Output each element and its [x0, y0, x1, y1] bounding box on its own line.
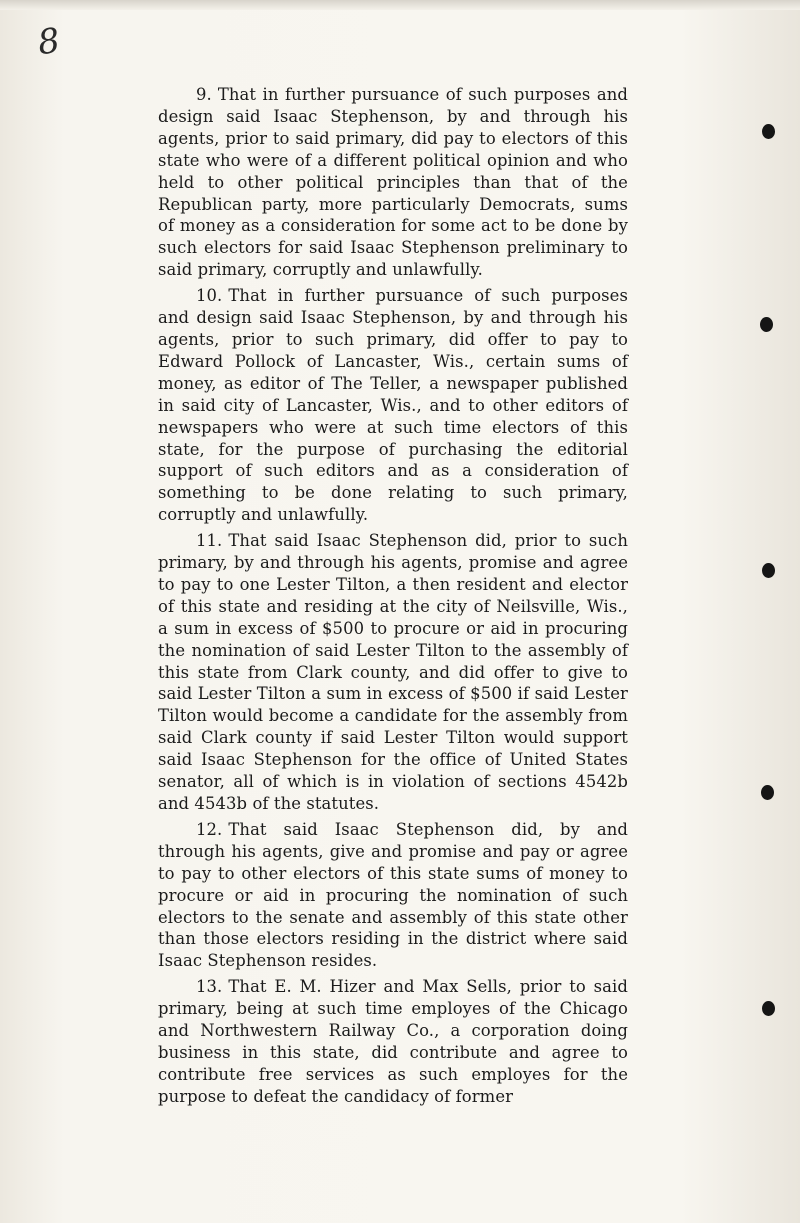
paragraph-10: [158, 285, 628, 526]
paragraph-text: That said Isaac Stephenson did, by and through his agents, give and promise and pay or agree to pay to other electors of this state sums of money to procure or aid in procuring the nomination of such electors to the senate and assembly of this state other than those electors residing in the district where said Isaac Stephenson resides.: [158, 819, 628, 971]
paragraph-9: [158, 84, 628, 281]
binding-hole: [760, 317, 773, 332]
paragraph-text: That said Isaac Stephenson did, prior to such primary, by and through his agents, promise and agree to pay to one Lester Tilton, a then resident and elector of this state and residing at the city of Neilsville, Wis., a sum in excess of $500 to procure or aid in procuring the nomination of said Lester Tilton to the assembly of this state from Clark county, and did offer to give to said Lester Tilton a sum in excess of $500 if said Lester Tilton would become a candidate for the assembly from said Clark county if said Lester Tilton would support said Isaac Stephenson for the office of United States senator, all of which is in violation of sections 4542b and 4543b of the statutes.: [158, 531, 628, 813]
handwritten-margin-mark: 8: [35, 20, 63, 64]
paragraph-number: 12.: [196, 819, 223, 839]
paragraph-number: 13.: [196, 977, 223, 997]
paragraph-number: 11.: [196, 531, 223, 551]
binding-hole: [762, 563, 775, 578]
paragraph-number: 9.: [196, 85, 212, 104]
paragraph-text: That E. M. Hizer and Max Sells, prior to said primary, being at such time employes of the Chicago and Northwestern Railway Co., a corporation doing business in this state, did contribute and agree to contribute free services as such employes for the purpose to defeat the candidacy of former: [158, 977, 628, 1106]
paragraph-13: [158, 976, 628, 1107]
binding-hole: [761, 785, 774, 800]
paragraph-text: That in further pursuance of such purposes and design said Isaac Stephenson, by and through his agents, prior to such primary, did offer to pay to Edward Pollock of Lancaster, Wis., certain sums of money, as editor of The Teller, a newspaper published in said city of Lancaster, Wis., and to other editors of newspapers who were at such time electors of this state, for the purpose of purchasing the editorial support of such editors and as a consideration of something to be done relating to such primary, corruptly and unlawfully.: [158, 286, 628, 525]
page-top-edge: [0, 0, 800, 10]
binding-hole: [762, 1001, 775, 1016]
document-body: [158, 84, 628, 1112]
paragraph-11: [158, 530, 628, 815]
paragraph-number: 10.: [196, 286, 223, 306]
paragraph-text: That in further pursuance of such purposes and design said Isaac Stephenson, by and through his agents, prior to said primary, did pay to electors of this state who were of a different political opinion and who held to other political principles than that of the Republican party, more particularly Democrats, sums of money as a consideration for some act to be done by such electors for said Isaac Stephenson preliminary to said primary, corruptly and unlawfully.: [158, 85, 628, 280]
binding-hole: [762, 124, 775, 139]
paragraph-12: [158, 819, 628, 972]
